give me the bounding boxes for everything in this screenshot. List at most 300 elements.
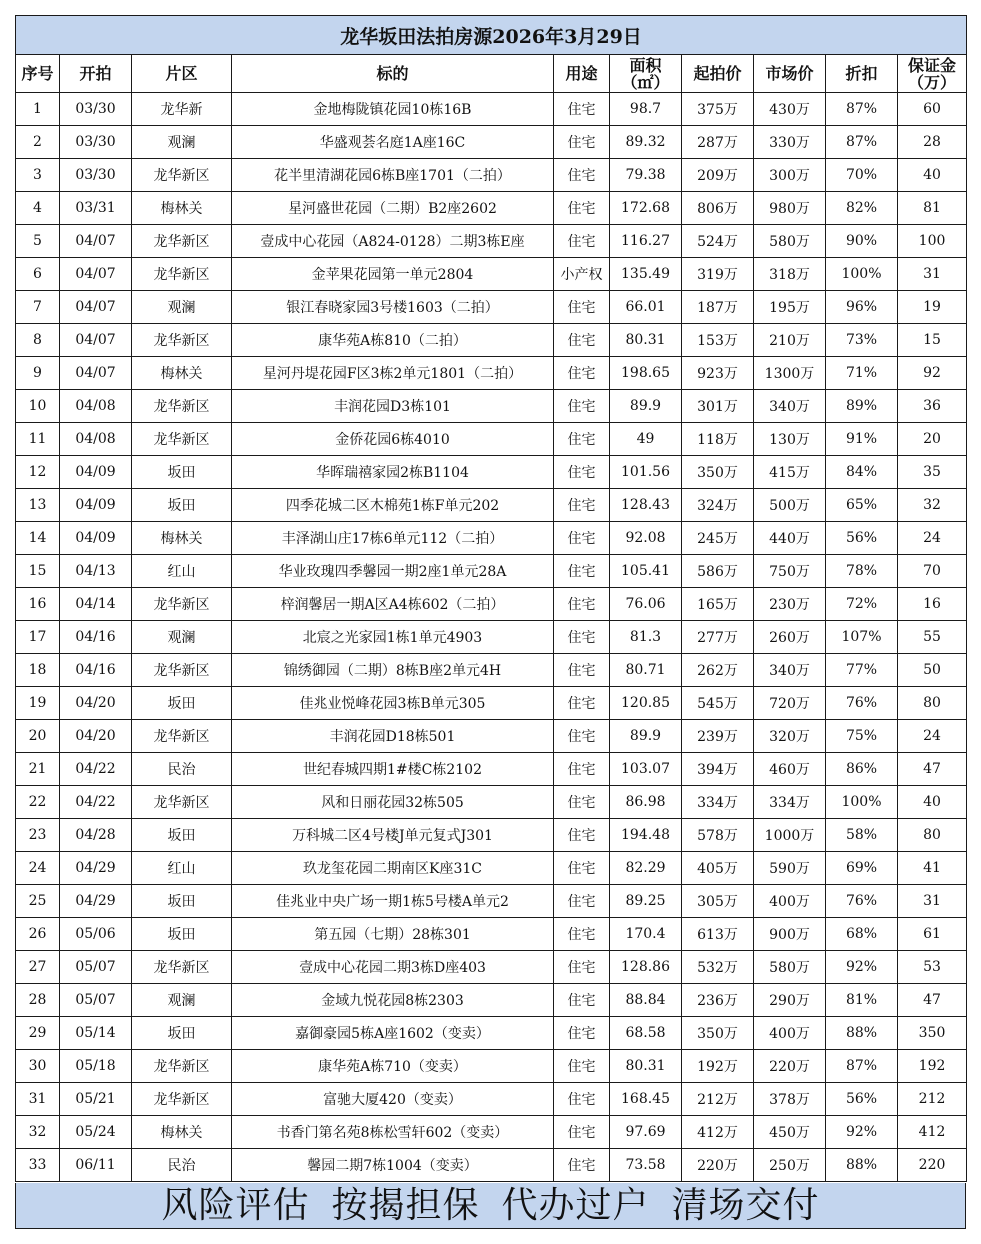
cell-area: 68.58 — [610, 1017, 682, 1050]
cell-start-date: 04/22 — [60, 786, 132, 819]
cell-start-date: 03/30 — [60, 93, 132, 126]
cell-area: 120.85 — [610, 687, 682, 720]
cell-deposit: 20 — [898, 423, 967, 456]
cell-start-date: 04/28 — [60, 819, 132, 852]
cell-start-date: 04/20 — [60, 720, 132, 753]
auction-listing-table — [15, 15, 967, 1182]
cell-discount: 70% — [826, 159, 898, 192]
cell-market-price: 334万 — [754, 786, 826, 819]
cell-area: 88.84 — [610, 984, 682, 1017]
table-row — [16, 984, 967, 1017]
cell-starting-price: 524万 — [682, 225, 754, 258]
cell-deposit: 47 — [898, 753, 967, 786]
cell-area: 82.29 — [610, 852, 682, 885]
cell-discount: 56% — [826, 522, 898, 555]
cell-district: 龙华新区 — [132, 423, 232, 456]
cell-market-price: 590万 — [754, 852, 826, 885]
cell-usage: 住宅 — [554, 423, 610, 456]
cell-deposit: 24 — [898, 720, 967, 753]
cell-district: 坂田 — [132, 687, 232, 720]
cell-property: 风和日丽花园32栋505 — [232, 786, 554, 819]
cell-discount: 91% — [826, 423, 898, 456]
cell-area: 135.49 — [610, 258, 682, 291]
cell-district: 龙华新区 — [132, 951, 232, 984]
cell-start-date: 05/07 — [60, 951, 132, 984]
cell-deposit: 31 — [898, 885, 967, 918]
cell-usage: 住宅 — [554, 984, 610, 1017]
cell-start-date: 04/16 — [60, 621, 132, 654]
table-row — [16, 324, 967, 357]
cell-usage: 住宅 — [554, 291, 610, 324]
cell-usage: 住宅 — [554, 918, 610, 951]
cell-deposit: 70 — [898, 555, 967, 588]
table-row — [16, 390, 967, 423]
cell-usage: 住宅 — [554, 489, 610, 522]
cell-starting-price: 375万 — [682, 93, 754, 126]
cell-index: 15 — [16, 555, 60, 588]
table-row — [16, 786, 967, 819]
cell-start-date: 05/24 — [60, 1116, 132, 1149]
cell-usage: 住宅 — [554, 687, 610, 720]
cell-deposit: 15 — [898, 324, 967, 357]
cell-discount: 84% — [826, 456, 898, 489]
cell-market-price: 330万 — [754, 126, 826, 159]
table-row — [16, 687, 967, 720]
table-row — [16, 1149, 967, 1182]
cell-starting-price: 301万 — [682, 390, 754, 423]
cell-start-date: 04/07 — [60, 357, 132, 390]
cell-property: 佳兆业悦峰花园3栋B单元305 — [232, 687, 554, 720]
cell-start-date: 04/20 — [60, 687, 132, 720]
cell-area: 97.69 — [610, 1116, 682, 1149]
cell-property: 星河盛世花园（二期）B2座2602 — [232, 192, 554, 225]
cell-usage: 住宅 — [554, 951, 610, 984]
cell-district: 龙华新区 — [132, 258, 232, 291]
cell-market-price: 460万 — [754, 753, 826, 786]
cell-index: 22 — [16, 786, 60, 819]
cell-starting-price: 153万 — [682, 324, 754, 357]
cell-starting-price: 277万 — [682, 621, 754, 654]
cell-market-price: 500万 — [754, 489, 826, 522]
cell-usage: 住宅 — [554, 852, 610, 885]
cell-deposit: 212 — [898, 1083, 967, 1116]
cell-discount: 90% — [826, 225, 898, 258]
table-row — [16, 819, 967, 852]
footer-service: 按揭担保 — [331, 1185, 480, 1226]
cell-deposit: 53 — [898, 951, 967, 984]
cell-starting-price: 192万 — [682, 1050, 754, 1083]
cell-start-date: 05/21 — [60, 1083, 132, 1116]
cell-discount: 56% — [826, 1083, 898, 1116]
header-discount: 折扣 — [826, 55, 898, 93]
cell-market-price: 1300万 — [754, 357, 826, 390]
cell-usage: 住宅 — [554, 555, 610, 588]
cell-market-price: 440万 — [754, 522, 826, 555]
cell-index: 14 — [16, 522, 60, 555]
cell-start-date: 04/13 — [60, 555, 132, 588]
cell-usage: 住宅 — [554, 390, 610, 423]
cell-starting-price: 165万 — [682, 588, 754, 621]
cell-deposit: 81 — [898, 192, 967, 225]
table-row — [16, 423, 967, 456]
cell-area: 80.31 — [610, 324, 682, 357]
cell-index: 24 — [16, 852, 60, 885]
cell-district: 龙华新 — [132, 93, 232, 126]
cell-start-date: 04/16 — [60, 654, 132, 687]
cell-market-price: 230万 — [754, 588, 826, 621]
table-row — [16, 951, 967, 984]
cell-discount: 100% — [826, 786, 898, 819]
cell-district: 观澜 — [132, 984, 232, 1017]
cell-area: 80.71 — [610, 654, 682, 687]
cell-usage: 住宅 — [554, 1050, 610, 1083]
cell-property: 富驰大厦420（变卖） — [232, 1083, 554, 1116]
table-row — [16, 852, 967, 885]
cell-district: 红山 — [132, 852, 232, 885]
cell-market-price: 220万 — [754, 1050, 826, 1083]
cell-usage: 住宅 — [554, 1083, 610, 1116]
cell-property: 锦绣御园（二期）8栋B座2单元4H — [232, 654, 554, 687]
cell-deposit: 31 — [898, 258, 967, 291]
cell-start-date: 04/09 — [60, 522, 132, 555]
cell-market-price: 260万 — [754, 621, 826, 654]
cell-area: 89.9 — [610, 720, 682, 753]
cell-market-price: 720万 — [754, 687, 826, 720]
cell-property: 丰泽湖山庄17栋6单元112（二拍） — [232, 522, 554, 555]
cell-deposit: 28 — [898, 126, 967, 159]
cell-index: 9 — [16, 357, 60, 390]
cell-district: 龙华新区 — [132, 225, 232, 258]
cell-usage: 住宅 — [554, 225, 610, 258]
cell-starting-price: 118万 — [682, 423, 754, 456]
cell-property: 金苹果花园第一单元2804 — [232, 258, 554, 291]
cell-discount: 100% — [826, 258, 898, 291]
table-row — [16, 225, 967, 258]
cell-starting-price: 324万 — [682, 489, 754, 522]
cell-property: 四季花城二区木棉苑1栋F单元202 — [232, 489, 554, 522]
cell-start-date: 05/06 — [60, 918, 132, 951]
cell-index: 32 — [16, 1116, 60, 1149]
cell-deposit: 50 — [898, 654, 967, 687]
cell-district: 坂田 — [132, 456, 232, 489]
cell-starting-price: 412万 — [682, 1116, 754, 1149]
cell-property: 丰润花园D18栋501 — [232, 720, 554, 753]
cell-area: 92.08 — [610, 522, 682, 555]
table-row — [16, 555, 967, 588]
cell-property: 华晖瑞禧家园2栋B1104 — [232, 456, 554, 489]
cell-district: 龙华新区 — [132, 390, 232, 423]
cell-discount: 92% — [826, 1116, 898, 1149]
cell-usage: 住宅 — [554, 720, 610, 753]
cell-property: 馨园二期7栋1004（变卖） — [232, 1149, 554, 1182]
cell-index: 10 — [16, 390, 60, 423]
cell-district: 民治 — [132, 1149, 232, 1182]
cell-market-price: 580万 — [754, 225, 826, 258]
cell-starting-price: 212万 — [682, 1083, 754, 1116]
cell-index: 17 — [16, 621, 60, 654]
cell-start-date: 06/11 — [60, 1149, 132, 1182]
cell-market-price: 340万 — [754, 654, 826, 687]
cell-usage: 住宅 — [554, 456, 610, 489]
cell-market-price: 130万 — [754, 423, 826, 456]
cell-area: 128.86 — [610, 951, 682, 984]
cell-area: 81.3 — [610, 621, 682, 654]
footer-service: 代办过户 — [501, 1185, 650, 1226]
cell-start-date: 04/07 — [60, 258, 132, 291]
cell-discount: 87% — [826, 126, 898, 159]
cell-area: 89.25 — [610, 885, 682, 918]
cell-district: 龙华新区 — [132, 588, 232, 621]
table-row — [16, 588, 967, 621]
cell-area: 76.06 — [610, 588, 682, 621]
cell-usage: 住宅 — [554, 1116, 610, 1149]
cell-discount: 78% — [826, 555, 898, 588]
cell-district: 龙华新区 — [132, 159, 232, 192]
cell-district: 梅林关 — [132, 1116, 232, 1149]
cell-starting-price: 287万 — [682, 126, 754, 159]
cell-start-date: 04/08 — [60, 423, 132, 456]
header-deposit: 保证金 （万） — [898, 55, 967, 93]
cell-discount: 96% — [826, 291, 898, 324]
cell-district: 坂田 — [132, 489, 232, 522]
cell-index: 19 — [16, 687, 60, 720]
cell-deposit: 40 — [898, 159, 967, 192]
table-row — [16, 1116, 967, 1149]
cell-property: 嘉御豪园5栋A座1602（变卖） — [232, 1017, 554, 1050]
cell-discount: 89% — [826, 390, 898, 423]
cell-property: 壹成中心花园二期3栋D座403 — [232, 951, 554, 984]
cell-property: 华业玫瑰四季馨园一期2座1单元28A — [232, 555, 554, 588]
cell-usage: 住宅 — [554, 357, 610, 390]
cell-start-date: 05/18 — [60, 1050, 132, 1083]
cell-area: 101.56 — [610, 456, 682, 489]
cell-starting-price: 394万 — [682, 753, 754, 786]
cell-index: 3 — [16, 159, 60, 192]
cell-area: 89.32 — [610, 126, 682, 159]
cell-market-price: 250万 — [754, 1149, 826, 1182]
cell-usage: 住宅 — [554, 786, 610, 819]
cell-starting-price: 262万 — [682, 654, 754, 687]
cell-area: 170.4 — [610, 918, 682, 951]
cell-starting-price: 532万 — [682, 951, 754, 984]
cell-area: 128.43 — [610, 489, 682, 522]
cell-usage: 住宅 — [554, 522, 610, 555]
cell-starting-price: 586万 — [682, 555, 754, 588]
header-market-price: 市场价 — [754, 55, 826, 93]
cell-discount: 73% — [826, 324, 898, 357]
cell-market-price: 580万 — [754, 951, 826, 984]
cell-market-price: 340万 — [754, 390, 826, 423]
cell-property: 世纪春城四期1#楼C栋2102 — [232, 753, 554, 786]
cell-discount: 69% — [826, 852, 898, 885]
header-usage: 用途 — [554, 55, 610, 93]
cell-district: 龙华新区 — [132, 720, 232, 753]
cell-starting-price: 239万 — [682, 720, 754, 753]
cell-discount: 75% — [826, 720, 898, 753]
cell-usage: 住宅 — [554, 885, 610, 918]
cell-index: 11 — [16, 423, 60, 456]
table-row — [16, 192, 967, 225]
cell-starting-price: 613万 — [682, 918, 754, 951]
cell-market-price: 750万 — [754, 555, 826, 588]
cell-property: 星河丹堤花园F区3栋2单元1801（二拍） — [232, 357, 554, 390]
table-row — [16, 753, 967, 786]
header-property: 标的 — [232, 55, 554, 93]
cell-deposit: 412 — [898, 1116, 967, 1149]
cell-start-date: 04/09 — [60, 456, 132, 489]
table-row — [16, 522, 967, 555]
table-row — [16, 654, 967, 687]
cell-discount: 86% — [826, 753, 898, 786]
cell-property: 书香门第名苑8栋松雪轩602（变卖） — [232, 1116, 554, 1149]
cell-deposit: 35 — [898, 456, 967, 489]
cell-discount: 72% — [826, 588, 898, 621]
cell-start-date: 04/07 — [60, 291, 132, 324]
cell-market-price: 980万 — [754, 192, 826, 225]
cell-area: 168.45 — [610, 1083, 682, 1116]
cell-discount: 92% — [826, 951, 898, 984]
cell-area: 86.98 — [610, 786, 682, 819]
cell-district: 龙华新区 — [132, 324, 232, 357]
table-row — [16, 621, 967, 654]
cell-deposit: 80 — [898, 819, 967, 852]
table-row — [16, 159, 967, 192]
cell-index: 12 — [16, 456, 60, 489]
table-row — [16, 291, 967, 324]
cell-discount: 87% — [826, 1050, 898, 1083]
cell-index: 27 — [16, 951, 60, 984]
cell-deposit: 24 — [898, 522, 967, 555]
footer-service: 清场交付 — [671, 1185, 820, 1226]
cell-discount: 76% — [826, 885, 898, 918]
cell-district: 民治 — [132, 753, 232, 786]
cell-market-price: 195万 — [754, 291, 826, 324]
table-row — [16, 258, 967, 291]
cell-deposit: 60 — [898, 93, 967, 126]
cell-usage: 住宅 — [554, 621, 610, 654]
cell-start-date: 04/07 — [60, 225, 132, 258]
cell-starting-price: 220万 — [682, 1149, 754, 1182]
cell-market-price: 415万 — [754, 456, 826, 489]
cell-district: 梅林关 — [132, 357, 232, 390]
cell-property: 佳兆业中央广场一期1栋5号楼A单元2 — [232, 885, 554, 918]
cell-deposit: 41 — [898, 852, 967, 885]
header-index: 序号 — [16, 55, 60, 93]
cell-area: 198.65 — [610, 357, 682, 390]
cell-index: 6 — [16, 258, 60, 291]
cell-index: 21 — [16, 753, 60, 786]
cell-index: 2 — [16, 126, 60, 159]
cell-market-price: 210万 — [754, 324, 826, 357]
table-row — [16, 126, 967, 159]
cell-usage: 住宅 — [554, 654, 610, 687]
cell-property: 壹成中心花园（A824-0128）二期3栋E座 — [232, 225, 554, 258]
cell-district: 坂田 — [132, 819, 232, 852]
cell-index: 26 — [16, 918, 60, 951]
cell-usage: 住宅 — [554, 588, 610, 621]
cell-starting-price: 245万 — [682, 522, 754, 555]
cell-start-date: 04/14 — [60, 588, 132, 621]
cell-start-date: 04/08 — [60, 390, 132, 423]
cell-market-price: 430万 — [754, 93, 826, 126]
cell-district: 龙华新区 — [132, 1050, 232, 1083]
cell-district: 观澜 — [132, 291, 232, 324]
cell-deposit: 19 — [898, 291, 967, 324]
cell-start-date: 04/29 — [60, 852, 132, 885]
cell-market-price: 290万 — [754, 984, 826, 1017]
header-row — [16, 55, 967, 93]
cell-area: 103.07 — [610, 753, 682, 786]
cell-start-date: 03/30 — [60, 159, 132, 192]
cell-index: 8 — [16, 324, 60, 357]
cell-index: 30 — [16, 1050, 60, 1083]
cell-deposit: 80 — [898, 687, 967, 720]
cell-discount: 88% — [826, 1017, 898, 1050]
cell-market-price: 300万 — [754, 159, 826, 192]
cell-usage: 住宅 — [554, 753, 610, 786]
table-row — [16, 489, 967, 522]
cell-index: 31 — [16, 1083, 60, 1116]
cell-usage: 住宅 — [554, 819, 610, 852]
cell-property: 丰润花园D3栋101 — [232, 390, 554, 423]
cell-usage: 住宅 — [554, 1149, 610, 1182]
cell-area: 98.7 — [610, 93, 682, 126]
cell-district: 观澜 — [132, 621, 232, 654]
cell-area: 49 — [610, 423, 682, 456]
cell-starting-price: 923万 — [682, 357, 754, 390]
cell-area: 116.27 — [610, 225, 682, 258]
cell-starting-price: 305万 — [682, 885, 754, 918]
cell-property: 金域九悦花园8栋2303 — [232, 984, 554, 1017]
cell-starting-price: 334万 — [682, 786, 754, 819]
cell-discount: 77% — [826, 654, 898, 687]
table-row — [16, 720, 967, 753]
cell-index: 13 — [16, 489, 60, 522]
cell-area: 105.41 — [610, 555, 682, 588]
cell-usage: 住宅 — [554, 1017, 610, 1050]
cell-start-date: 04/29 — [60, 885, 132, 918]
cell-start-date: 04/22 — [60, 753, 132, 786]
cell-deposit: 192 — [898, 1050, 967, 1083]
cell-district: 梅林关 — [132, 192, 232, 225]
header-district: 片区 — [132, 55, 232, 93]
cell-starting-price: 319万 — [682, 258, 754, 291]
table-row — [16, 456, 967, 489]
cell-starting-price: 578万 — [682, 819, 754, 852]
cell-property: 花半里清湖花园6栋B座1701（二拍） — [232, 159, 554, 192]
cell-market-price: 400万 — [754, 885, 826, 918]
cell-discount: 88% — [826, 1149, 898, 1182]
cell-usage: 住宅 — [554, 324, 610, 357]
cell-start-date: 05/14 — [60, 1017, 132, 1050]
cell-usage: 住宅 — [554, 93, 610, 126]
cell-index: 29 — [16, 1017, 60, 1050]
cell-discount: 68% — [826, 918, 898, 951]
cell-property: 北宸之光家园1栋1单元4903 — [232, 621, 554, 654]
table-row — [16, 1083, 967, 1116]
cell-usage: 住宅 — [554, 159, 610, 192]
cell-discount: 107% — [826, 621, 898, 654]
sheet-title: 龙华坂田法拍房源2026年3月29日 — [16, 16, 967, 55]
cell-index: 20 — [16, 720, 60, 753]
cell-property: 银江春晓家园3号楼1603（二拍） — [232, 291, 554, 324]
table-row — [16, 1050, 967, 1083]
cell-discount: 71% — [826, 357, 898, 390]
cell-deposit: 350 — [898, 1017, 967, 1050]
cell-usage: 住宅 — [554, 126, 610, 159]
cell-index: 16 — [16, 588, 60, 621]
cell-starting-price: 236万 — [682, 984, 754, 1017]
